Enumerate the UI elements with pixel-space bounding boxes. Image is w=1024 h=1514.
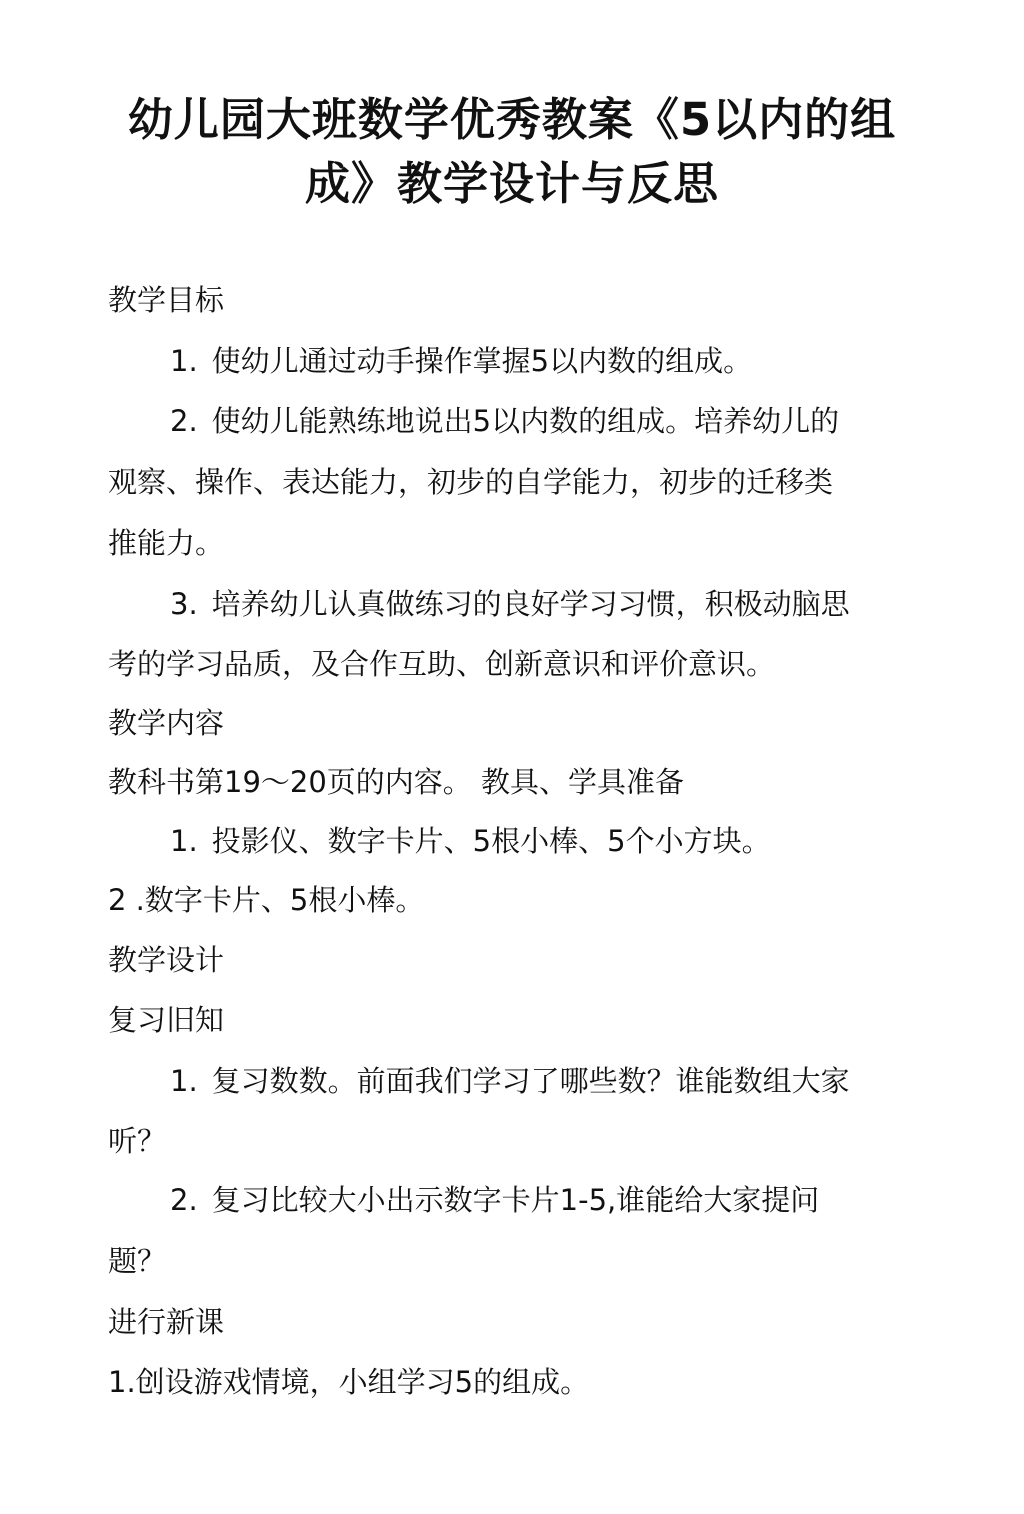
paragraph-text: 使幼儿通过动手操作掌握5以内数的组成。 xyxy=(211,344,753,378)
goal-item-1 xyxy=(170,341,752,381)
paragraph-line: 观察、操作、表达能力，初步的自学能力，初步的迁移类 xyxy=(108,465,834,499)
section-heading-goals: 教学目标 xyxy=(108,283,225,317)
material-item-1 xyxy=(170,821,771,861)
paragraph-text: 复习数数。前面我们学习了哪些数？谁能数组大家 xyxy=(211,1064,850,1098)
paragraph-line: 推能力。 xyxy=(108,526,225,560)
list-number: 1. xyxy=(170,824,198,858)
paragraph-text: 复习比较大小出示数字卡片1-5,谁能给大家提问 xyxy=(211,1183,820,1217)
paragraph-line: 考的学习品质，及合作互助、创新意识和评价意识。 xyxy=(108,647,776,681)
review-item-1 xyxy=(170,1061,850,1101)
section-heading-review: 复习旧知 xyxy=(108,1003,225,1037)
title-line-1: 幼儿园大班数学优秀教案《5以内的组 xyxy=(127,93,897,146)
list-number: 1. xyxy=(170,1064,198,1098)
list-number: 2. xyxy=(170,1183,198,1217)
paragraph-line: 1.创设游戏情境，小组学习5的组成。 xyxy=(108,1365,590,1399)
goal-item-2 xyxy=(170,401,839,441)
title-line-2: 成》教学设计与反思 xyxy=(304,157,719,210)
list-number: 2. xyxy=(170,404,198,438)
paragraph-text: 投影仪、数字卡片、5根小棒、5个小方块。 xyxy=(211,824,771,858)
section-heading-design: 教学设计 xyxy=(108,943,225,977)
list-number: 1. xyxy=(170,344,198,378)
paragraph-line: 教科书第19～20页的内容。 教具、学具准备 xyxy=(108,765,685,799)
section-heading-new-lesson: 进行新课 xyxy=(108,1305,225,1339)
list-number: 3. xyxy=(170,587,198,621)
paragraph-text: 培养幼儿认真做练习的良好学习习惯，积极动脑思 xyxy=(211,587,850,621)
document-title xyxy=(90,88,934,216)
material-item-2: 2 .数字卡片、5根小棒。 xyxy=(108,883,425,917)
paragraph-line: 题？ xyxy=(108,1244,167,1278)
goal-item-3 xyxy=(170,584,850,624)
review-item-2 xyxy=(170,1180,819,1220)
section-heading-content: 教学内容 xyxy=(108,706,225,740)
paragraph-text: 使幼儿能熟练地说出5以内数的组成。培养幼儿的 xyxy=(211,404,840,438)
paragraph-line: 听？ xyxy=(108,1124,167,1158)
